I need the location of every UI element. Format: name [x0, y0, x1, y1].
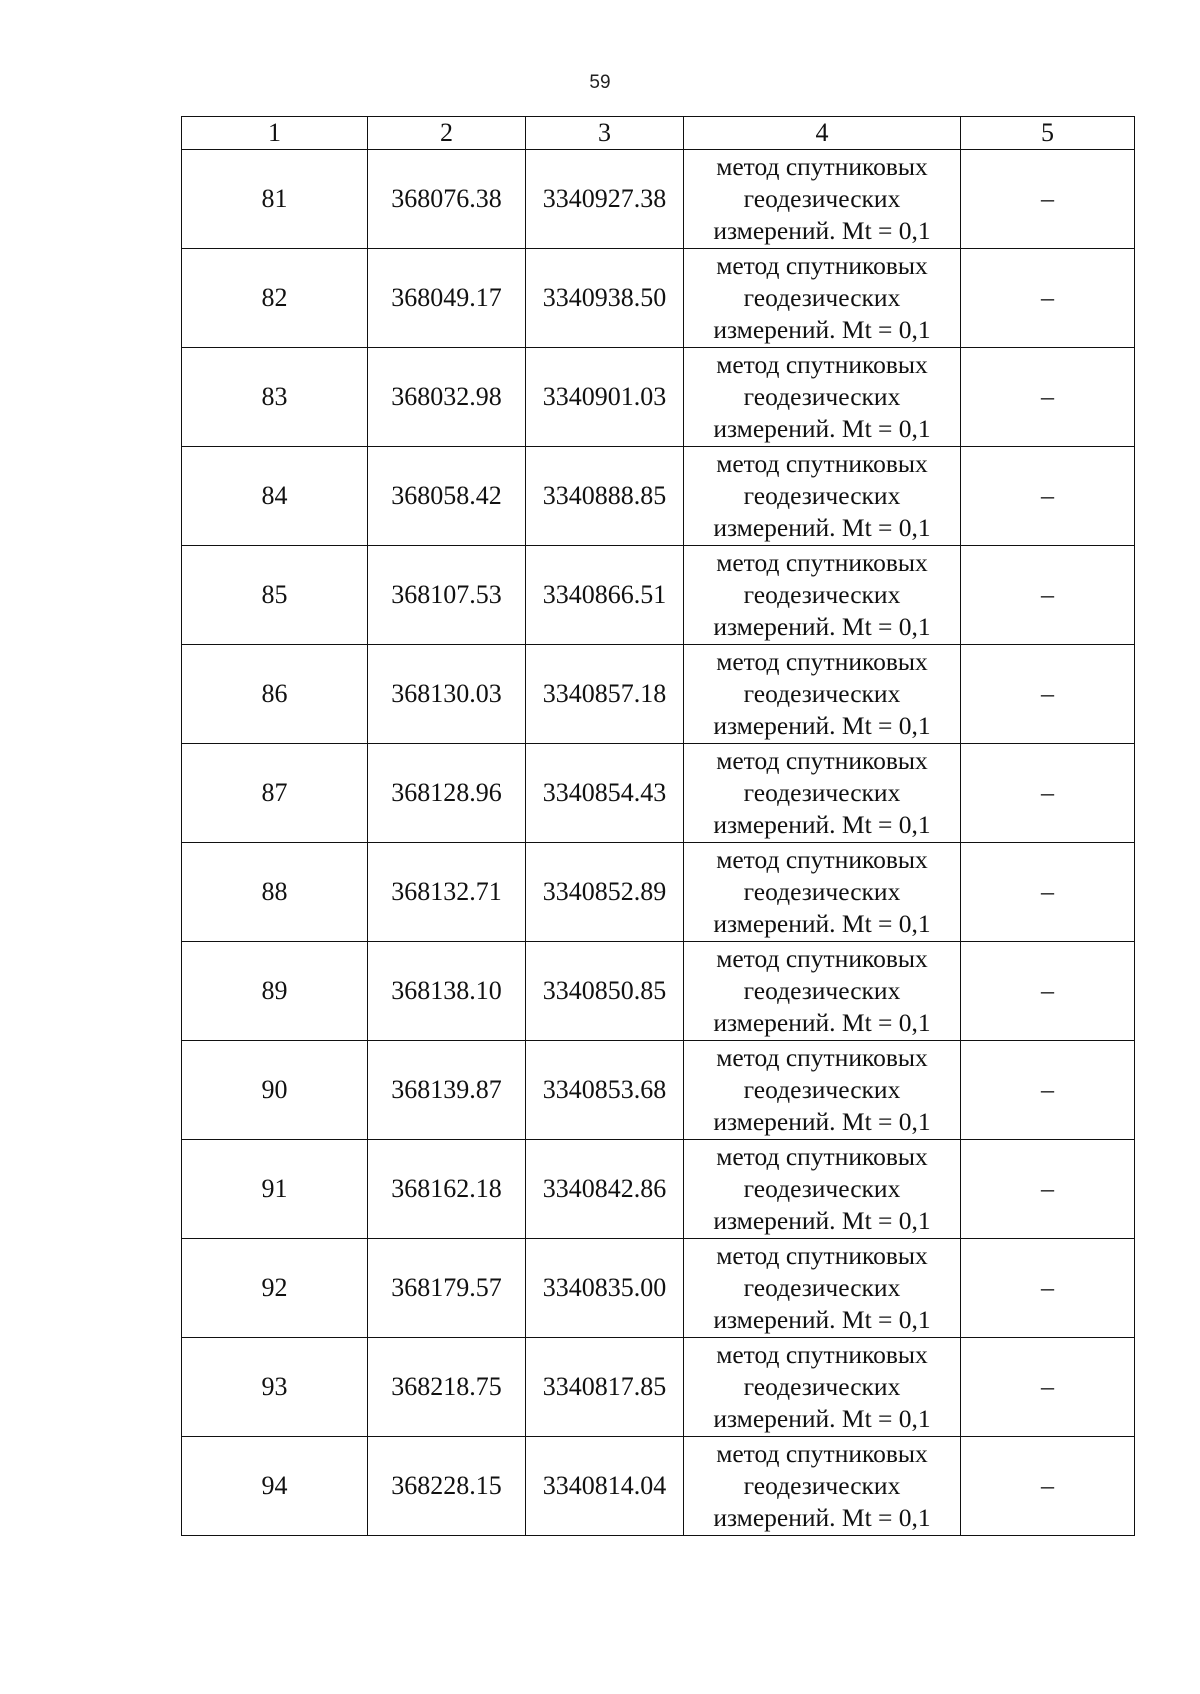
y-coordinate-cell: 3340901.03 — [526, 348, 684, 447]
table-row — [182, 1239, 1135, 1338]
method-text-line: геодезических — [743, 580, 901, 609]
method-text-line: измерений. Mt = 0,1 — [713, 1206, 931, 1235]
table-row — [182, 447, 1135, 546]
method-cell — [684, 1338, 961, 1437]
y-coordinate-cell: 3340850.85 — [526, 942, 684, 1041]
method-text-line: метод спутниковых — [716, 1043, 928, 1072]
table-row — [182, 1041, 1135, 1140]
y-coordinate-cell: 3340938.50 — [526, 249, 684, 348]
method-text-line: метод спутниковых — [716, 251, 928, 280]
table-row — [182, 942, 1135, 1041]
table-row — [182, 744, 1135, 843]
point-number-cell: 86 — [182, 645, 368, 744]
method-text-line: геодезических — [743, 778, 901, 807]
method-cell — [684, 546, 961, 645]
point-number-cell: 83 — [182, 348, 368, 447]
x-coordinate-cell: 368139.87 — [368, 1041, 526, 1140]
x-coordinate-cell: 368058.42 — [368, 447, 526, 546]
point-number-cell: 91 — [182, 1140, 368, 1239]
method-text-line: метод спутниковых — [716, 449, 928, 478]
note-cell: – — [961, 348, 1135, 447]
method-cell — [684, 249, 961, 348]
note-cell: – — [961, 249, 1135, 348]
method-text-line: геодезических — [743, 1075, 901, 1104]
table-row — [182, 1338, 1135, 1437]
method-text-line: измерений. Mt = 0,1 — [713, 216, 931, 245]
note-cell: – — [961, 942, 1135, 1041]
method-cell — [684, 843, 961, 942]
method-text-line: геодезических — [743, 382, 901, 411]
x-coordinate-cell: 368218.75 — [368, 1338, 526, 1437]
x-coordinate-cell: 368228.15 — [368, 1437, 526, 1536]
y-coordinate-cell: 3340927.38 — [526, 150, 684, 249]
x-coordinate-cell: 368179.57 — [368, 1239, 526, 1338]
header-col-2: 2 — [368, 117, 526, 150]
method-text-line: метод спутниковых — [716, 1241, 928, 1270]
x-coordinate-cell: 368049.17 — [368, 249, 526, 348]
method-text-line: измерений. Mt = 0,1 — [713, 1107, 931, 1136]
method-text-line: геодезических — [743, 976, 901, 1005]
note-cell: – — [961, 744, 1135, 843]
method-cell — [684, 744, 961, 843]
method-text-line: метод спутниковых — [716, 845, 928, 874]
method-text-line: метод спутниковых — [716, 152, 928, 181]
y-coordinate-cell: 3340857.18 — [526, 645, 684, 744]
method-text-line: метод спутниковых — [716, 944, 928, 973]
table-row — [182, 843, 1135, 942]
method-cell — [684, 645, 961, 744]
x-coordinate-cell: 368107.53 — [368, 546, 526, 645]
point-number-cell: 81 — [182, 150, 368, 249]
note-cell: – — [961, 1338, 1135, 1437]
point-number-cell: 85 — [182, 546, 368, 645]
method-cell — [684, 150, 961, 249]
method-text-line: измерений. Mt = 0,1 — [713, 612, 931, 641]
method-text-line: метод спутниковых — [716, 647, 928, 676]
note-cell: – — [961, 1041, 1135, 1140]
point-number-cell: 88 — [182, 843, 368, 942]
note-cell: – — [961, 1140, 1135, 1239]
method-text-line: измерений. Mt = 0,1 — [713, 1503, 931, 1532]
method-cell — [684, 447, 961, 546]
method-text-line: измерений. Mt = 0,1 — [713, 1305, 931, 1334]
method-text-line: измерений. Mt = 0,1 — [713, 810, 931, 839]
coordinates-table — [181, 116, 1135, 1536]
y-coordinate-cell: 3340817.85 — [526, 1338, 684, 1437]
x-coordinate-cell: 368138.10 — [368, 942, 526, 1041]
x-coordinate-cell: 368032.98 — [368, 348, 526, 447]
y-coordinate-cell: 3340852.89 — [526, 843, 684, 942]
method-text-line: геодезических — [743, 877, 901, 906]
x-coordinate-cell: 368162.18 — [368, 1140, 526, 1239]
y-coordinate-cell: 3340842.86 — [526, 1140, 684, 1239]
point-number-cell: 92 — [182, 1239, 368, 1338]
method-cell — [684, 1041, 961, 1140]
method-text-line: измерений. Mt = 0,1 — [713, 1008, 931, 1037]
y-coordinate-cell: 3340814.04 — [526, 1437, 684, 1536]
method-text-line: метод спутниковых — [716, 350, 928, 379]
x-coordinate-cell: 368128.96 — [368, 744, 526, 843]
header-col-1: 1 — [182, 117, 368, 150]
method-cell — [684, 942, 961, 1041]
method-text-line: геодезических — [743, 184, 901, 213]
note-cell: – — [961, 447, 1135, 546]
y-coordinate-cell: 3340854.43 — [526, 744, 684, 843]
header-col-5: 5 — [961, 117, 1135, 150]
method-text-line: метод спутниковых — [716, 1142, 928, 1171]
method-text-line: метод спутниковых — [716, 1340, 928, 1369]
method-text-line: измерений. Mt = 0,1 — [713, 711, 931, 740]
point-number-cell: 90 — [182, 1041, 368, 1140]
y-coordinate-cell: 3340888.85 — [526, 447, 684, 546]
method-text-line: измерений. Mt = 0,1 — [713, 513, 931, 542]
x-coordinate-cell: 368132.71 — [368, 843, 526, 942]
method-cell — [684, 1239, 961, 1338]
method-text-line: метод спутниковых — [716, 1439, 928, 1468]
note-cell: – — [961, 1239, 1135, 1338]
table-row — [182, 249, 1135, 348]
table-header-row — [182, 117, 1135, 150]
point-number-cell: 87 — [182, 744, 368, 843]
note-cell: – — [961, 150, 1135, 249]
method-text-line: геодезических — [743, 1174, 901, 1203]
table-row — [182, 1437, 1135, 1536]
method-cell — [684, 1437, 961, 1536]
point-number-cell: 93 — [182, 1338, 368, 1437]
point-number-cell: 94 — [182, 1437, 368, 1536]
table-body — [182, 150, 1135, 1536]
y-coordinate-cell: 3340835.00 — [526, 1239, 684, 1338]
method-text-line: геодезических — [743, 283, 901, 312]
method-text-line: метод спутниковых — [716, 548, 928, 577]
page-number: 59 — [589, 72, 611, 93]
x-coordinate-cell: 368076.38 — [368, 150, 526, 249]
header-col-3: 3 — [526, 117, 684, 150]
y-coordinate-cell: 3340866.51 — [526, 546, 684, 645]
note-cell: – — [961, 1437, 1135, 1536]
point-number-cell: 89 — [182, 942, 368, 1041]
method-text-line: метод спутниковых — [716, 746, 928, 775]
method-text-line: измерений. Mt = 0,1 — [713, 909, 931, 938]
method-text-line: геодезических — [743, 1471, 901, 1500]
point-number-cell: 82 — [182, 249, 368, 348]
table-row — [182, 150, 1135, 249]
method-text-line: геодезических — [743, 1273, 901, 1302]
table-row — [182, 1140, 1135, 1239]
method-text-line: геодезических — [743, 481, 901, 510]
method-text-line: измерений. Mt = 0,1 — [713, 1404, 931, 1433]
method-text-line: геодезических — [743, 1372, 901, 1401]
table-row — [182, 546, 1135, 645]
method-cell — [684, 348, 961, 447]
note-cell: – — [961, 546, 1135, 645]
table-row — [182, 645, 1135, 744]
note-cell: – — [961, 645, 1135, 744]
y-coordinate-cell: 3340853.68 — [526, 1041, 684, 1140]
method-text-line: геодезических — [743, 679, 901, 708]
method-text-line: измерений. Mt = 0,1 — [713, 414, 931, 443]
method-text-line: измерений. Mt = 0,1 — [713, 315, 931, 344]
note-cell: – — [961, 843, 1135, 942]
x-coordinate-cell: 368130.03 — [368, 645, 526, 744]
header-col-4: 4 — [684, 117, 961, 150]
table-row — [182, 348, 1135, 447]
point-number-cell: 84 — [182, 447, 368, 546]
method-cell — [684, 1140, 961, 1239]
